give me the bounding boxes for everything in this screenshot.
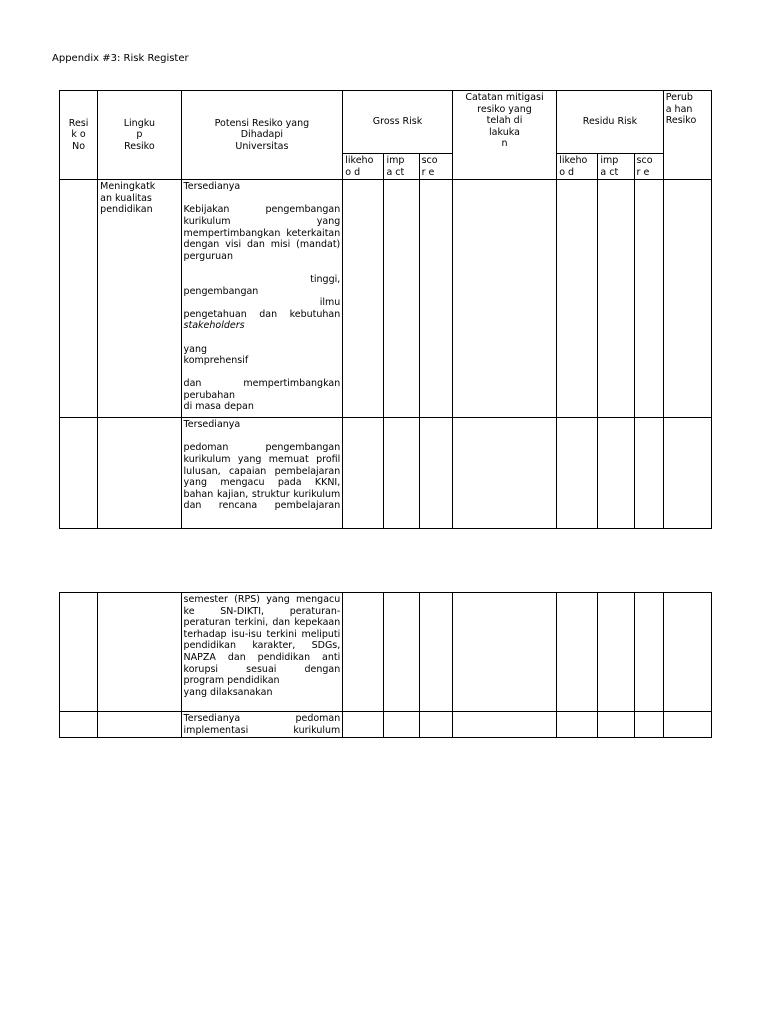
header-perubahan-resiko: Perub a han Resiko (663, 91, 711, 180)
cell-residu-impact (598, 712, 634, 738)
cell-gross-impact (384, 712, 419, 738)
cell-residu-score (634, 712, 663, 738)
cell-residu-score (634, 593, 663, 712)
cell-lingkup (98, 712, 181, 738)
cell-resiko-no (60, 418, 98, 529)
cell-resiko-no (60, 712, 98, 738)
cell-residu-likehood (557, 180, 598, 418)
header-residu-risk: Residu Risk (557, 91, 663, 154)
cell-resiko-no (60, 180, 98, 418)
cell-potensi: Tersedianya pedoman pengembangan kurikulum yang memuat profil lulusan, capaian pembelajaran yang mengacu pada KKNI, bahan kajian, struktur kurikulum dan rencana pembelajaran (181, 418, 343, 529)
header-residu-impact: imp a ct (598, 154, 634, 180)
header-gross-impact: imp a ct (384, 154, 419, 180)
cell-potensi: semester (RPS) yang mengacu ke SN-DIKTI, peraturan-peraturan terkini, dan kepekaan terhadap isu-isu terkini meliputi pendidikan karakter, SDGs, NAPZA dan pendidikan anti korupsi sesuai dengan program pendidikan yang dilaksanakan (181, 593, 343, 712)
cell-gross-score (419, 180, 452, 418)
table-row (60, 593, 712, 712)
cell-gross-impact (384, 180, 419, 418)
header-gross-risk: Gross Risk (343, 91, 452, 154)
cell-gross-score (419, 593, 452, 712)
header-potensi-resiko: Potensi Resiko yang Dihadapi Universitas (181, 91, 343, 180)
cell-perubahan (663, 712, 711, 738)
cell-residu-likehood (557, 712, 598, 738)
cell-gross-likehood (343, 712, 384, 738)
header-gross-score: sco r e (419, 154, 452, 180)
cell-catatan (452, 180, 556, 418)
cell-residu-score (634, 418, 663, 529)
table-row (60, 712, 712, 738)
header-lingkup-resiko: Lingku p Resiko (98, 91, 181, 180)
cell-perubahan (663, 418, 711, 529)
cell-lingkup (98, 418, 181, 529)
cell-perubahan (663, 180, 711, 418)
header-gross-likehood: likeho o d (343, 154, 384, 180)
risk-register-table-continued (59, 592, 712, 738)
cell-gross-likehood (343, 593, 384, 712)
cell-residu-impact (598, 418, 634, 529)
cell-gross-score (419, 418, 452, 529)
header-residu-likehood: likeho o d (557, 154, 598, 180)
cell-residu-likehood (557, 593, 598, 712)
cell-residu-score (634, 180, 663, 418)
risk-register-table (59, 90, 712, 529)
table-row (60, 418, 712, 529)
cell-potensi: Tersedianya pedoman implementasi kurikulum (181, 712, 343, 738)
cell-lingkup: Meningkatk an kualitas pendidikan (98, 180, 181, 418)
cell-resiko-no (60, 593, 98, 712)
page-title: Appendix #3: Risk Register (52, 53, 189, 64)
cell-gross-likehood (343, 180, 384, 418)
cell-residu-likehood (557, 418, 598, 529)
table-row (60, 180, 712, 418)
cell-potensi: Tersedianya Kebijakan pengembangan kurikulum yang mempertimbangkan keterkaitan dengan visi dan misi (mandat) perguruan tinggi, pengembangan ilmu pengetahuan dan kebutuhan stakeholders yang komprehensif dan mempertimbangkan perubahan di masa depan (181, 180, 343, 418)
cell-lingkup (98, 593, 181, 712)
cell-gross-impact (384, 593, 419, 712)
header-residu-score: sco r e (634, 154, 663, 180)
cell-catatan (452, 418, 556, 529)
cell-gross-impact (384, 418, 419, 529)
cell-catatan (452, 593, 556, 712)
header-catatan-mitigasi: Catatan mitigasi resiko yang telah di lakuka n (452, 91, 556, 180)
header-resiko-no: Resi k o No (60, 91, 98, 180)
cell-perubahan (663, 593, 711, 712)
cell-gross-likehood (343, 418, 384, 529)
cell-residu-impact (598, 180, 634, 418)
cell-gross-score (419, 712, 452, 738)
cell-catatan (452, 712, 556, 738)
cell-residu-impact (598, 593, 634, 712)
